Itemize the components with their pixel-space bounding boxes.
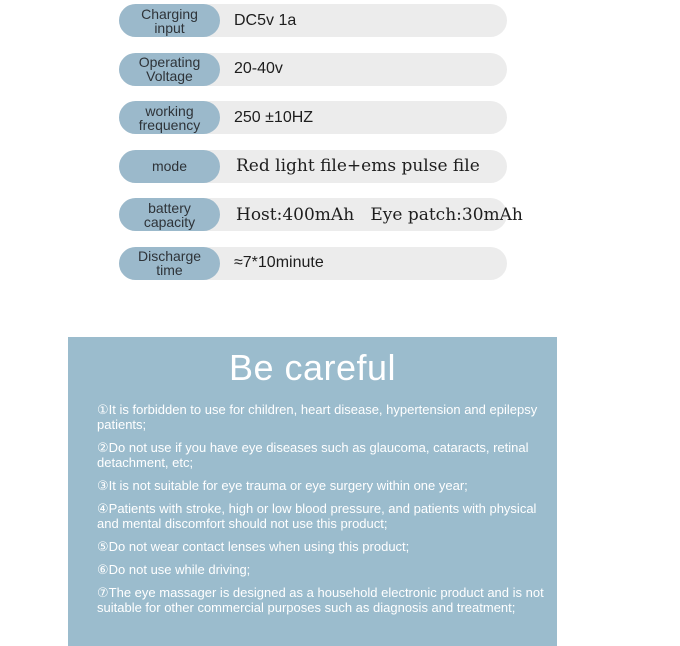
spec-label: Operating Voltage — [119, 53, 220, 86]
spec-label: Charging input — [119, 4, 220, 37]
careful-item: ①It is forbidden to use for children, heart disease, hypertension and epilepsy patients; — [97, 402, 538, 432]
spec-label: battery capacity — [119, 198, 220, 231]
careful-title: Be careful — [228, 347, 397, 388]
spec-row-battery-capacity — [119, 198, 523, 231]
careful-item: ⑥Do not use while driving; — [97, 562, 251, 577]
careful-panel — [68, 337, 557, 646]
spec-table — [119, 4, 523, 295]
spec-value: 20-40v — [234, 60, 283, 77]
careful-item: ⑦The eye massager is designed as a household electronic product and is not suitable for other commercial purposes such as diagnosis and treatment; — [97, 585, 544, 615]
spec-label: working frequency — [119, 101, 220, 134]
careful-list — [97, 402, 545, 623]
spec-row-charging-input — [119, 4, 507, 37]
careful-item: ③It is not suitable for eye trauma or eye surgery within one year; — [97, 478, 468, 493]
spec-row-discharge-time — [119, 247, 507, 280]
careful-item: ④Patients with stroke, high or low blood pressure, and patients with physical and mental discomfort should not use this product; — [97, 501, 537, 531]
spec-value: DC5v 1a — [234, 11, 297, 29]
spec-row-mode — [119, 150, 507, 183]
spec-label: mode — [119, 150, 220, 183]
careful-item: ②Do not use if you have eye diseases such as glaucoma, cataracts, retinal detachment, etc; — [97, 440, 529, 470]
spec-row-working-frequency — [119, 101, 507, 134]
spec-value: ≈7*10minute — [234, 254, 324, 271]
careful-item: ⑤Do not wear contact lenses when using this product; — [97, 539, 410, 554]
spec-value: 250 ±10HZ — [234, 108, 314, 126]
spec-label: Discharge time — [119, 247, 220, 280]
spec-value: Host:400mAh Eye patch:30mAh — [236, 204, 523, 225]
spec-row-operating-voltage — [119, 53, 507, 86]
spec-value: Red light file+ems pulse file — [236, 156, 480, 176]
